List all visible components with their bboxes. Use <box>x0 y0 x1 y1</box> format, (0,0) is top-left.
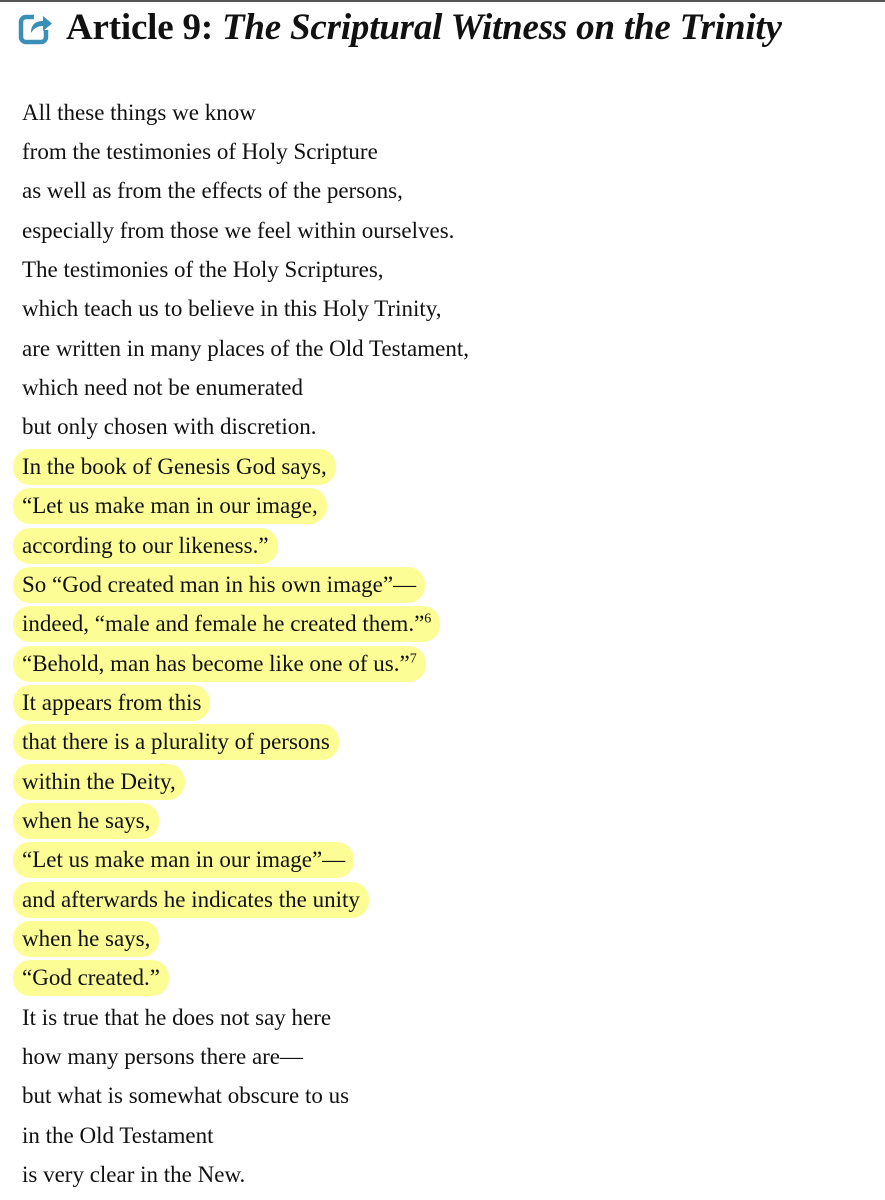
line-text <box>16 1160 251 1190</box>
line-text <box>16 767 182 797</box>
text-line <box>0 170 885 209</box>
text-line <box>0 1153 885 1192</box>
line-text <box>16 294 448 324</box>
line-text-content: It is true that he does not say here <box>22 1004 332 1030</box>
line-text-content: but only chosen with discretion. <box>22 414 317 440</box>
highlighted-text-line <box>0 642 885 681</box>
line-text <box>16 255 390 285</box>
line-text <box>16 452 333 482</box>
highlighted-text-line <box>0 445 885 484</box>
line-text-content: “Let us make man in our image”— <box>22 847 346 873</box>
text-line <box>0 288 885 327</box>
text-line <box>0 209 885 248</box>
line-text-content: when he says, <box>22 925 151 951</box>
text-line <box>0 248 885 287</box>
footnote-marker[interactable]: 7 <box>409 650 417 666</box>
line-text <box>16 1081 355 1111</box>
highlighted-text-line <box>0 484 885 523</box>
line-text-content: So “God created man in his own image”— <box>22 571 417 597</box>
line-text-content: in the Old Testament <box>22 1122 214 1148</box>
line-text-content: are written in many places of the Old Testament, <box>22 335 469 361</box>
article-name: The Scriptural Witness on the Trinity <box>222 6 782 48</box>
line-text-content: which need not be enumerated <box>22 375 303 401</box>
text-line <box>0 1035 885 1074</box>
line-text-content: how many persons there are— <box>22 1043 304 1069</box>
line-text-content: In the book of Genesis God says, <box>22 453 327 479</box>
line-text-content: “Behold, man has become like one of us.” <box>22 650 410 676</box>
line-text-content: and afterwards he indicates the unity <box>22 886 360 912</box>
footnote-marker[interactable]: 6 <box>424 611 432 627</box>
line-text <box>16 491 324 521</box>
line-text-content: within the Deity, <box>22 768 176 794</box>
text-line <box>0 327 885 366</box>
line-text <box>16 727 336 757</box>
line-text-content: according to our likeness.” <box>22 532 269 558</box>
text-line <box>0 1075 885 1114</box>
line-text <box>16 412 323 442</box>
text-line <box>0 406 885 445</box>
line-text-content: It appears from this <box>22 689 202 715</box>
line-text-content: indeed, “male and female he created them.” <box>22 611 425 637</box>
line-text <box>16 688 207 718</box>
highlighted-text-line <box>0 681 885 720</box>
line-text <box>16 216 460 246</box>
line-text <box>16 137 384 167</box>
highlighted-text-line <box>0 799 885 838</box>
line-text <box>16 98 262 128</box>
article-heading <box>18 4 782 50</box>
line-text-content: that there is a plurality of persons <box>22 729 330 755</box>
highlighted-text-line <box>0 721 885 760</box>
text-line <box>0 91 885 130</box>
line-text-content: from the testimonies of Holy Scripture <box>22 139 378 165</box>
text-line <box>0 996 885 1035</box>
text-line <box>0 366 885 405</box>
line-text <box>16 531 275 561</box>
line-text <box>16 1042 309 1072</box>
line-text-content: especially from those we feel within ourselves. <box>22 217 455 243</box>
line-text <box>16 334 475 364</box>
line-text <box>16 885 366 915</box>
line-text-content: “Let us make man in our image, <box>22 493 318 519</box>
line-text-content: The testimonies of the Holy Scriptures, <box>22 257 384 283</box>
top-rule <box>0 0 885 2</box>
highlighted-text-line <box>0 917 885 956</box>
highlighted-text-line <box>0 839 885 878</box>
line-text <box>16 806 156 836</box>
line-text <box>16 373 309 403</box>
line-text <box>16 1121 220 1151</box>
line-text <box>16 176 409 206</box>
share-icon[interactable] <box>18 9 54 45</box>
line-text <box>16 1003 337 1033</box>
page-title <box>66 6 782 49</box>
article-number: Article 9: <box>66 6 222 48</box>
text-line <box>0 130 885 169</box>
line-text <box>16 570 422 600</box>
highlighted-text-line <box>0 602 885 641</box>
line-text-content: which teach us to believe in this Holy Trinity, <box>22 296 442 322</box>
line-text-content: is very clear in the New. <box>22 1162 246 1187</box>
line-text <box>16 924 156 954</box>
line-text-content: All these things we know <box>22 99 256 125</box>
text-line <box>0 1114 885 1153</box>
highlighted-text-line <box>0 760 885 799</box>
line-text-content: as well as from the effects of the persons, <box>22 178 403 204</box>
highlighted-text-line <box>0 563 885 602</box>
line-text-content: “God created.” <box>22 965 160 991</box>
highlighted-text-line <box>0 957 885 996</box>
highlighted-text-line <box>0 878 885 917</box>
line-text <box>16 845 351 875</box>
line-text-content: but what is somewhat obscure to us <box>22 1083 350 1109</box>
line-text-content: when he says, <box>22 807 151 833</box>
article-body <box>0 91 885 1193</box>
highlighted-text-line <box>0 524 885 563</box>
line-text <box>16 963 166 993</box>
line-text <box>16 609 437 639</box>
line-text <box>16 649 423 679</box>
